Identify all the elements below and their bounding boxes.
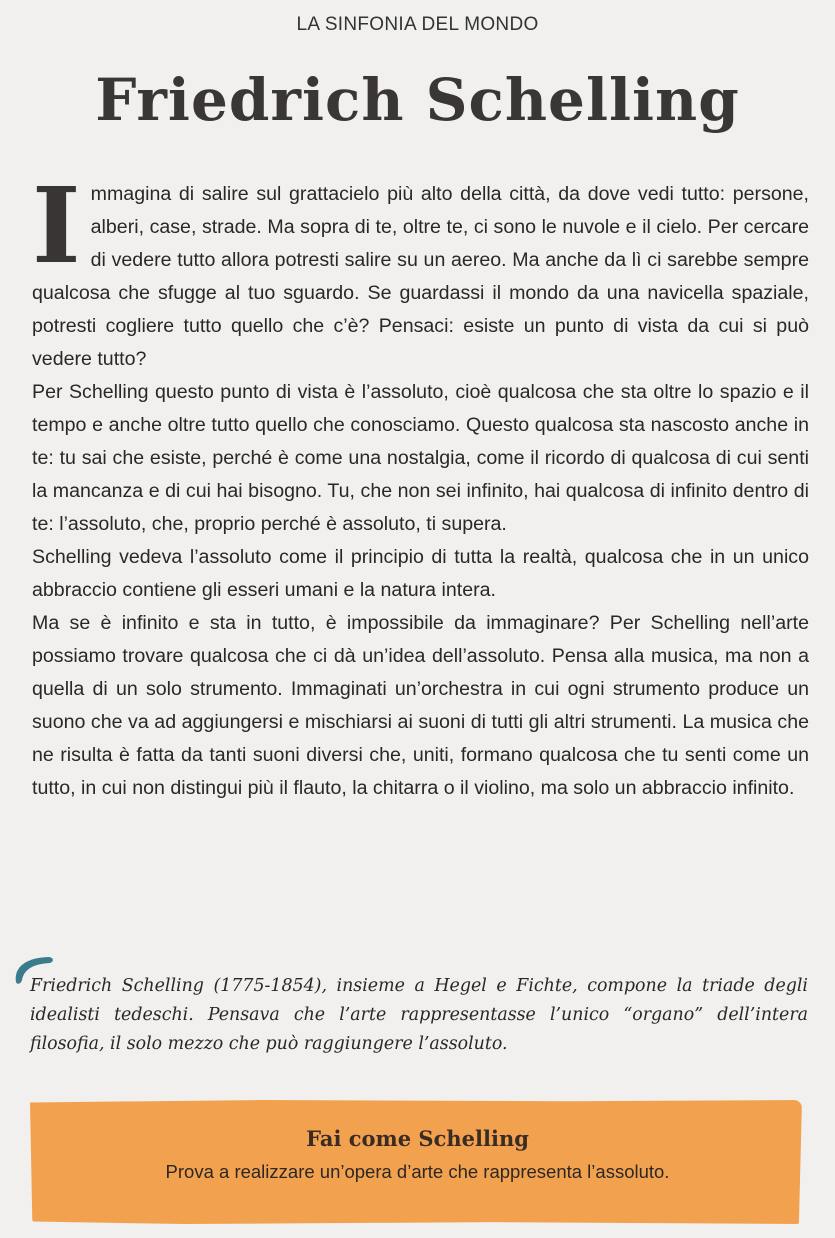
page-title: Friedrich Schelling [95,66,740,134]
article-body [32,164,809,805]
paragraph-2: Per Schelling questo punto di vista è l’assoluto, cioè qualcosa che sta oltre lo spazio e il tempo e anche oltre tutto quello che conosciamo. Questo qualcosa sta nascosto anche in te: tu sai che esiste, perché è come una nostalgia, come il ricordo di qualcosa di cui senti la mancanza e di cui hai bisogno. Tu, che non sei infinito, hai qualcosa di infinito dentro di te: l’assoluto, che, proprio perché è assoluto, ti supera. [32,381,809,535]
activity-text: Prova a realizzare un’opera d’arte che rappresenta l’assoluto. [165,1161,670,1182]
activity-title: Fai come Schelling [306,1126,529,1151]
bio-note: Friedrich Schelling (1775-1854), insieme a Hegel e Fichte, compone la triade degli idealisti tedeschi. Pensava che l’arte rappresentasse l’unico “organo” dell’intera filosofia, il solo mezzo che può raggiungere l’assoluto. [30,976,808,1054]
running-header: LA SINFONIA DEL MONDO [296,14,539,35]
paragraph-4: Ma se è infinito e sta in tutto, è impossibile da immaginare? Per Schelling nell’arte possiamo trovare qualcosa che ci dà un’idea dell’assoluto. Pensa alla musica, ma non a quella di un solo strumento. Immaginati un’orchestra in cui ogni strumento produce un suono che va ad aggiungersi e mischiarsi ai suoni di tutti gli altri strumenti. La musica che ne risulta è fatta da tanti suoni diversi che, uniti, formano qualcosa che tu senti come un tutto, in cui non distingui più il flauto, la chitarra o il violino, ma solo un abbraccio infinito. [32,612,809,799]
dropcap-letter: I [32,164,81,287]
paragraph-3: Schelling vedeva l’assoluto come il principio di tutta la realtà, qualcosa che in un unico abbraccio contiene gli esseri umani e la natura intera. [32,546,809,601]
paragraph-1: mmagina di salire sul grattacielo più alto della città, da dove vedi tutto: persone, alberi, case, strade. Ma sopra di te, oltre te, ci sono le nuvole e il cielo. Per cercare di vedere tutto allora potresti salire su un aereo. Ma anche da lì ci sarebbe sempre qualcosa che sfugge al tuo sguardo. Se guardassi il mondo da una navicella spaziale, potresti cogliere tutto quello che c’è? Pensaci: esiste un punto di vista da cui si può vedere tutto? [32,183,809,370]
